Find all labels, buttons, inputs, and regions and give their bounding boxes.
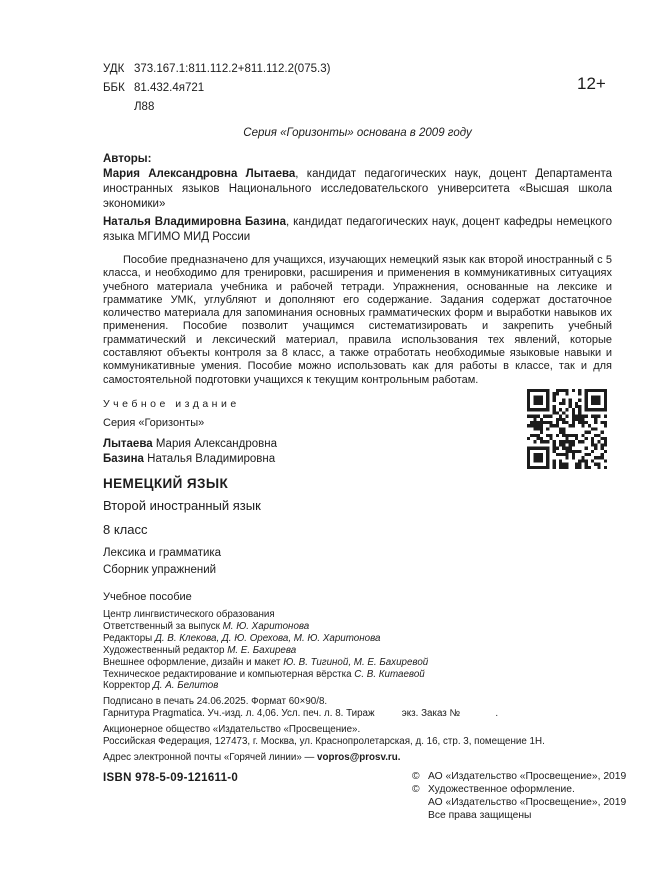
credit-names: М. Ю. Харитонова (222, 620, 310, 632)
print-date-line: Подписано в печать 24.06.2025. Формат 60×90/8. (103, 696, 328, 708)
copyright-line (412, 797, 626, 810)
author-name: Наталья Владимировна Базина (103, 216, 286, 228)
copyright-block (412, 771, 626, 823)
annotation-paragraph: Пособие предназначено для учащихся, изучающих немецкий язык как второй иностранный с 5 класса, и необходимо для тренировки, расширения и применения в коммуникативных ситуациях учебного материала учебника и рабочей тетради. Упражнения, основанные на лексике и грамматике УМК, углубляют и дополняют его содержание. Задания содержат достаточное количество материала для запоминания основных грамматических форм и выработки навыков их применения. Пособие позволит учащимся систематизировать и закрепить учебный грамматический и лексический материал, правила использования тех явлений, которые составляют объекты контроля за 8 класс, а также отработать необходимые языковые навыки и коммуникативные умения. Пособие можно использовать как для работы в классе, так и для самостоятельной подготовки учащихся к текущим контрольным работам. (103, 254, 612, 386)
copyright-line (412, 771, 626, 784)
edition-author (103, 452, 612, 467)
print-info-block (103, 696, 612, 720)
page-content (103, 60, 612, 764)
credit-role: Художественный редактор (103, 644, 225, 656)
edition-series: Серия «Горизонты» (103, 416, 205, 429)
copyright-text: Все права защищены (428, 809, 532, 821)
credit-role: Корректор (103, 680, 151, 692)
udk-value: 373.167.1:811.112.2+811.112.2(075.3) (134, 63, 331, 75)
credit-role: Внешнее оформление, дизайн и макет (103, 656, 281, 668)
book-grade: 8 класс (103, 521, 148, 537)
credit-line (103, 633, 612, 645)
author-surname: Лытаева (103, 437, 153, 450)
content-line-type: Сборник упражнений (103, 563, 217, 576)
credit-line (103, 645, 612, 657)
udk-line (103, 60, 612, 79)
copyright-line (412, 784, 626, 797)
publisher-name-line: Акционерное общество «Издательство «Просвещение». (103, 724, 361, 736)
credit-names: Д. В. Клекова, Д. Ю. Орехова, М. Ю. Харитонова (154, 632, 381, 644)
isbn: ISBN 978-5-09-121611-0 (103, 772, 239, 784)
edition-kind: Учебное издание (103, 397, 240, 410)
copyright-line (412, 810, 626, 823)
copyright-sign (412, 810, 428, 823)
author-details: , кандидат педагогических наук, доцент Департамента иностранных языков Национального исследовательского университета «Высшая школа экономики» (103, 168, 612, 210)
credit-role: Ответственный за выпуск (103, 620, 220, 632)
publisher-address-line: Российская Федерация, 127473, г. Москва, ул. Краснопролетарская, д. 16, стр. 3, помещение 1Н. (103, 736, 545, 748)
credit-line (103, 657, 612, 669)
credit-line (103, 669, 612, 681)
credits-department: Центр лингвистического образования (103, 608, 275, 620)
book-title: НЕМЕЦКИЙ ЯЗЫК (103, 475, 229, 491)
credit-names: М. Е. Бахирева (227, 644, 297, 656)
edition-author (103, 437, 612, 452)
author-details: , кандидат педагогических наук, доцент кафедры немецкого языка МГИМО МИД России (103, 216, 613, 243)
age-rating-badge: 12+ (577, 74, 606, 93)
content-line-subject: Лексика и грамматика (103, 546, 222, 559)
book-content-lines (103, 545, 612, 579)
author-entry (103, 167, 612, 212)
book-subtitle: Второй иностранный язык (103, 497, 261, 513)
credit-names: С. В. Китаевой (354, 668, 425, 680)
copyright-text: АО «Издательство «Просвещение», 2019 (428, 796, 627, 808)
hotline-email: vopros@prosv.ru. (317, 751, 401, 763)
credit-line (103, 621, 612, 633)
credit-role: Редакторы (103, 632, 153, 644)
udk-label: УДК (103, 63, 125, 75)
credit-names: Д. А. Белитов (152, 680, 219, 692)
authors-heading: Авторы: (103, 153, 152, 165)
series-note: Серия «Горизонты» основана в 2009 году (243, 127, 472, 139)
book-code: Л88 (134, 101, 155, 113)
copyright-sign (412, 797, 428, 810)
bbk-line (103, 79, 612, 98)
typeface-line: Гарнитура Pragmatica. Уч.-изд. л. 4,06. Усл. печ. л. 8. Тираж экз. Заказ № . (103, 708, 499, 720)
hotline-label: Адрес электронной почты «Горячей линии» — (103, 751, 318, 763)
credit-role: Техническое редактирование и компьютерная вёрстка (103, 668, 352, 680)
publication-type: Учебное пособие (103, 590, 192, 603)
bbk-value: 81.432.4я721 (134, 82, 205, 94)
hotline-line (103, 752, 612, 764)
author-name: Мария Александровна Лытаева (103, 168, 296, 180)
copyright-sign: © (412, 771, 420, 782)
copyright-text: Художественное оформление. (428, 783, 575, 795)
authors-section (103, 152, 612, 245)
publisher-block (103, 724, 612, 748)
author-given-names: Наталья Владимировна (147, 452, 276, 465)
author-given-names: Мария Александровна (155, 437, 277, 450)
author-entry (103, 215, 612, 245)
credit-names: Ю. В. Тигиной, М. Е. Бахиревой (283, 656, 429, 668)
author-surname: Базина (103, 452, 144, 465)
copyright-sign: © (412, 783, 420, 795)
edition-authors (103, 437, 612, 467)
credit-line (103, 680, 612, 692)
credits-section (103, 609, 612, 692)
bbk-label: ББК (103, 82, 125, 94)
copyright-text: АО «Издательство «Просвещение», 2019 (428, 771, 627, 782)
